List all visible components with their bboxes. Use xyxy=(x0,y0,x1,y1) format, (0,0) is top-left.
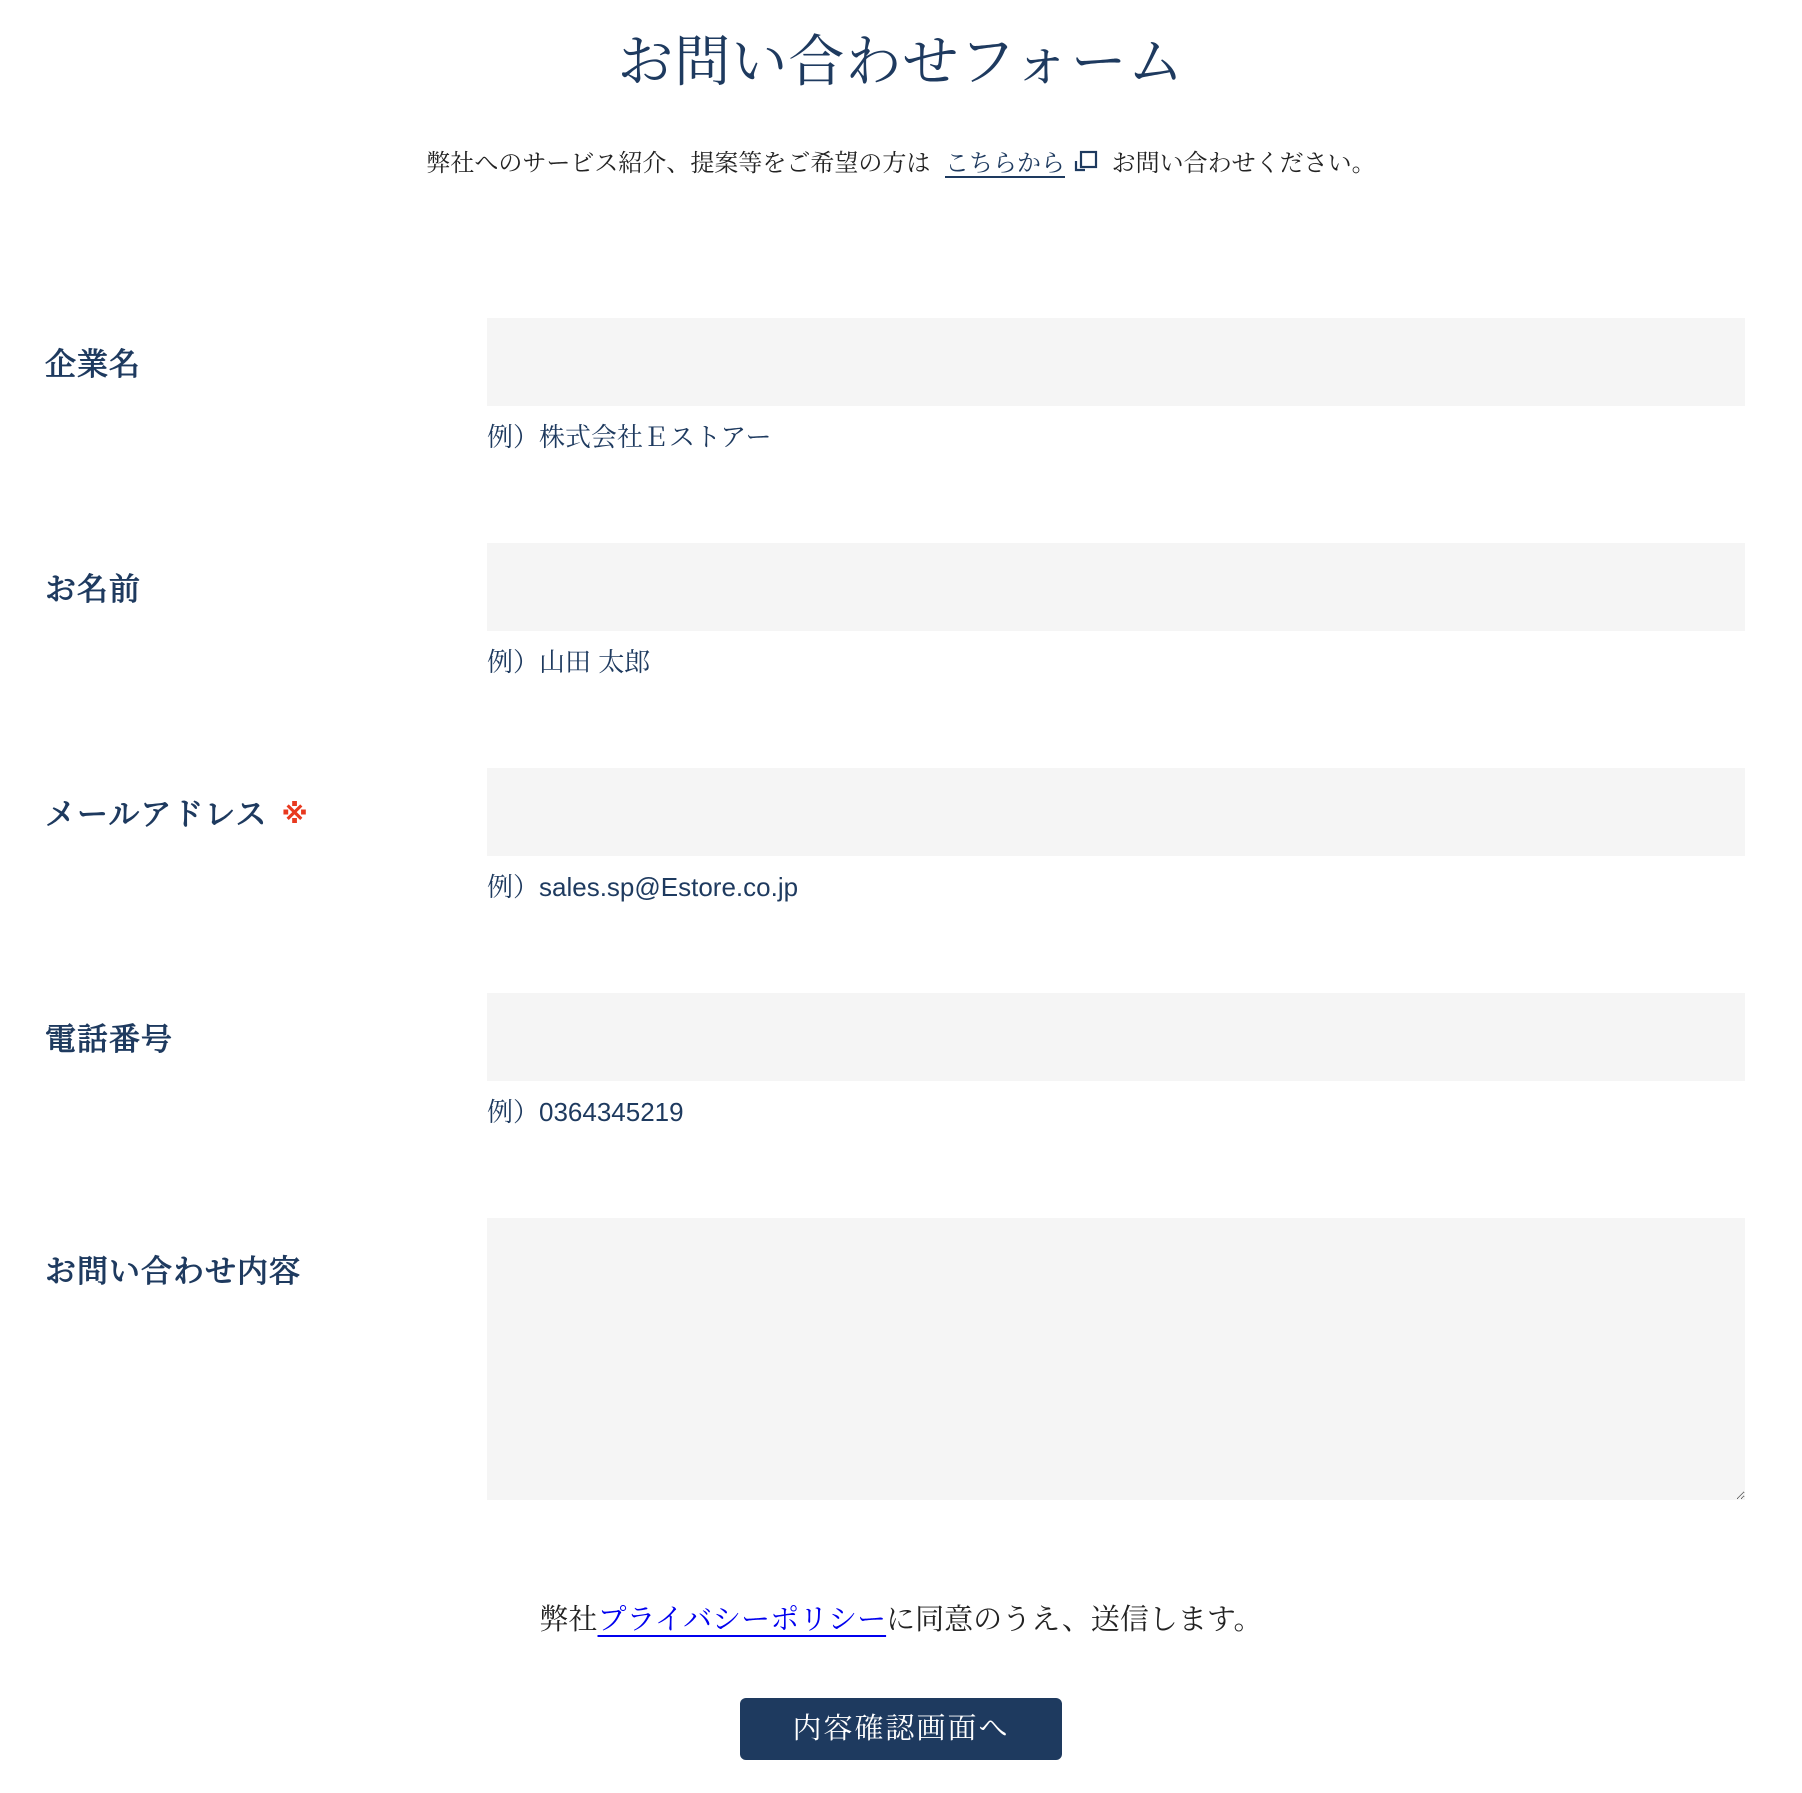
label-col xyxy=(45,993,487,1081)
required-mark: ※ xyxy=(281,799,309,830)
field-label-phone: 電話番号 xyxy=(45,1022,173,1058)
form-row-company xyxy=(45,318,1745,455)
message-textarea[interactable] xyxy=(487,1218,1745,1500)
submit-area xyxy=(0,1698,1802,1760)
company-example-text: 例）株式会社Ｅストアー xyxy=(487,421,772,452)
form-row-phone xyxy=(45,993,1745,1130)
intro-text xyxy=(0,147,1802,182)
privacy-policy-link[interactable]: プライバシーポリシー xyxy=(597,1603,887,1636)
contact-form xyxy=(0,318,1802,1500)
contact-here-link[interactable] xyxy=(945,150,1099,177)
company-input[interactable] xyxy=(487,318,1745,406)
field-label-name: お名前 xyxy=(45,572,141,608)
field-label-email xyxy=(45,789,309,834)
label-col xyxy=(45,543,487,631)
intro-after-text: お問い合わせください。 xyxy=(1111,150,1376,178)
form-row-message xyxy=(45,1218,1745,1500)
email-input[interactable] xyxy=(487,768,1745,856)
privacy-agreement-text xyxy=(0,1600,1802,1640)
phone-input[interactable] xyxy=(487,993,1745,1081)
name-example-text: 例）山田 太郎 xyxy=(487,646,651,677)
email-example-text: 例）sales.sp@Estore.co.jp xyxy=(487,871,799,902)
name-input[interactable] xyxy=(487,543,1745,631)
field-col xyxy=(487,543,1745,680)
privacy-after-text: に同意のうえ、送信します。 xyxy=(886,1603,1263,1636)
contact-here-link-label: こちらから xyxy=(945,150,1065,178)
field-col xyxy=(487,318,1745,455)
email-label-text: メールアドレス xyxy=(45,797,268,833)
field-label-company: 企業名 xyxy=(45,347,141,383)
page-title: お問い合わせフォーム xyxy=(617,30,1185,93)
field-col xyxy=(487,993,1745,1130)
confirm-screen-button[interactable]: 内容確認画面へ xyxy=(740,1698,1062,1760)
field-label-message: お問い合わせ内容 xyxy=(45,1253,301,1289)
phone-example-text: 例）0364345219 xyxy=(487,1096,684,1127)
external-link-icon[interactable] xyxy=(1072,148,1099,175)
privacy-before-text: 弊社 xyxy=(539,1603,598,1636)
form-row-email xyxy=(45,768,1745,905)
form-row-name xyxy=(45,543,1745,680)
field-col xyxy=(487,1218,1745,1500)
label-col xyxy=(45,1218,487,1291)
intro-before-text: 弊社へのサービス紹介、提案等をご希望の方は xyxy=(426,150,931,178)
label-col xyxy=(45,318,487,406)
field-col xyxy=(487,768,1745,905)
label-col xyxy=(45,768,487,856)
